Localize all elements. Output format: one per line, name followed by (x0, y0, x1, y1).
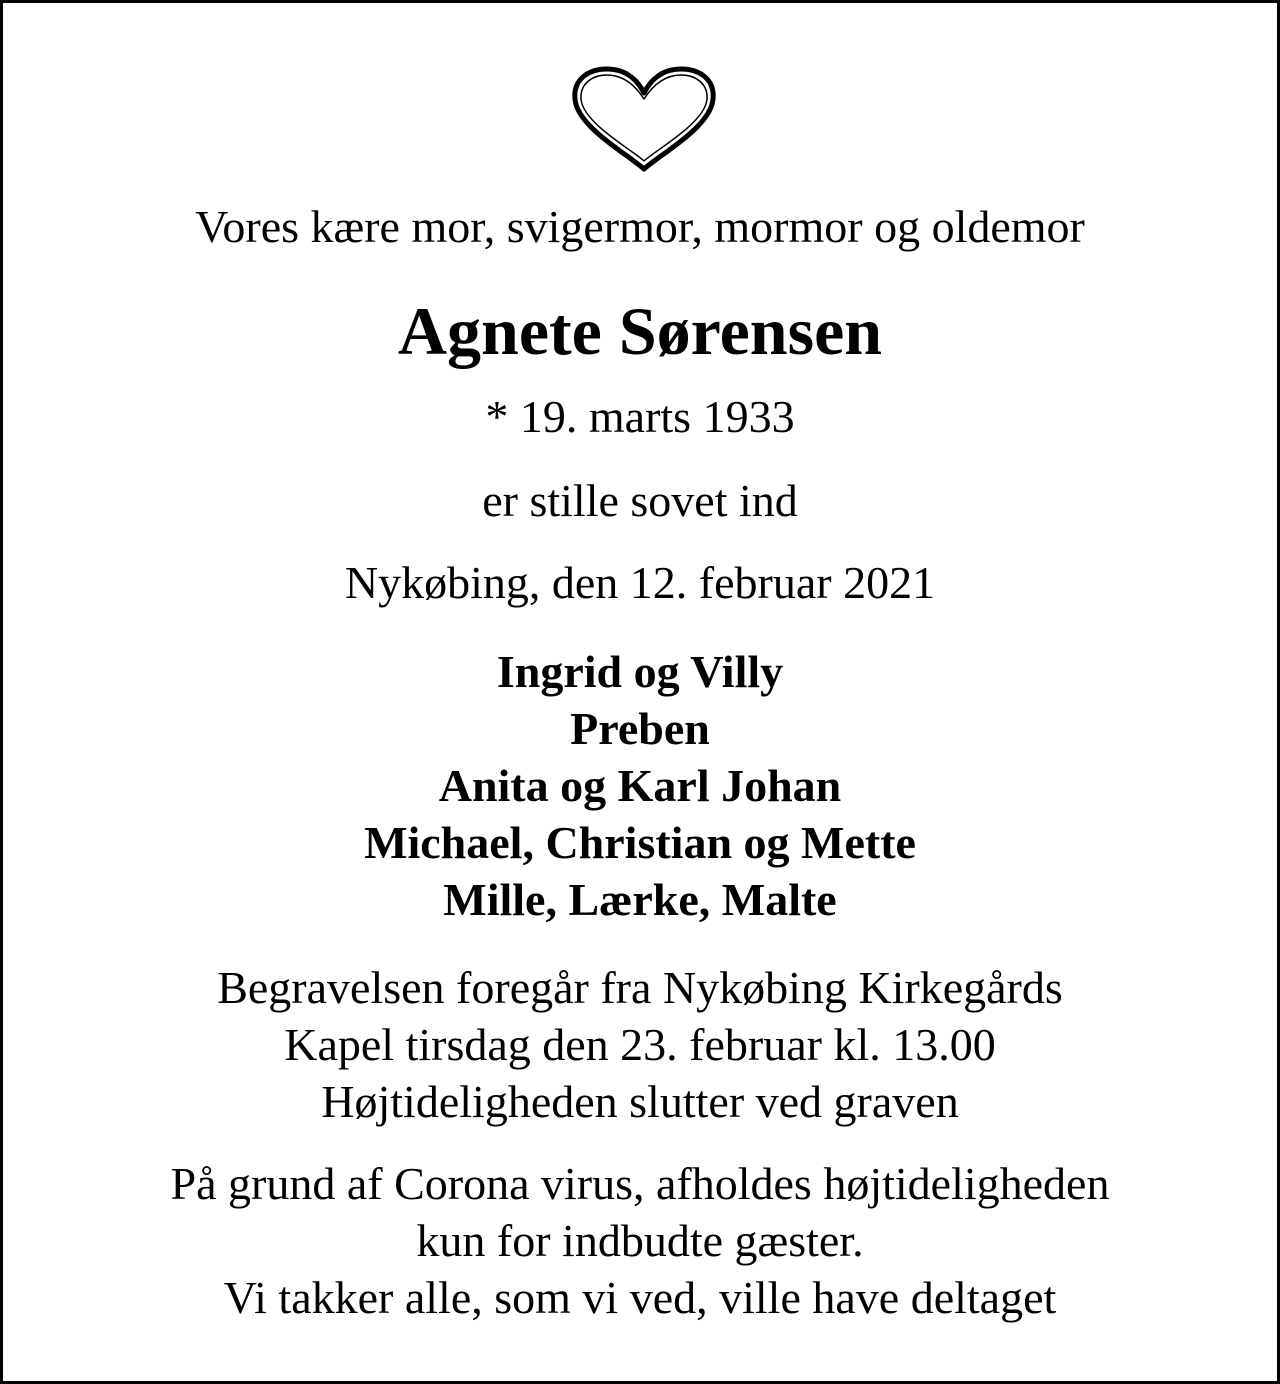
family-list (3, 643, 1277, 928)
heart-icon (569, 65, 719, 175)
family-line: Anita og Karl Johan (438, 760, 842, 811)
place-and-date: Nykøbing, den 12. februar 2021 (344, 557, 936, 608)
corona-line: Vi takker alle, som vi ved, ville have deltaget (223, 1272, 1057, 1323)
funeral-info (3, 959, 1277, 1130)
family-line: Michael, Christian og Mette (364, 817, 916, 868)
funeral-line: Begravelsen foregår fra Nykøbing Kirkegårds (217, 962, 1063, 1013)
family-line: Preben (570, 703, 710, 754)
corona-line: På grund af Corona virus, afholdes højtideligheden (170, 1158, 1110, 1209)
birth-date: * 19. marts 1933 (485, 391, 795, 442)
funeral-line: Kapel tirsdag den 23. februar kl. 13.00 (284, 1019, 996, 1070)
family-line: Ingrid og Villy (496, 646, 784, 697)
deceased-name: Agnete Sørensen (397, 293, 883, 369)
corona-notice (3, 1155, 1277, 1326)
funeral-line: Højtideligheden slutter ved graven (321, 1076, 959, 1127)
corona-line: kun for indbudte gæster. (416, 1215, 864, 1266)
family-line: Mille, Lærke, Malte (443, 874, 837, 925)
intro-text: Vores kære mor, svigermor, mormor og oldemor (195, 201, 1085, 252)
passed-text: er stille sovet ind (482, 475, 798, 526)
